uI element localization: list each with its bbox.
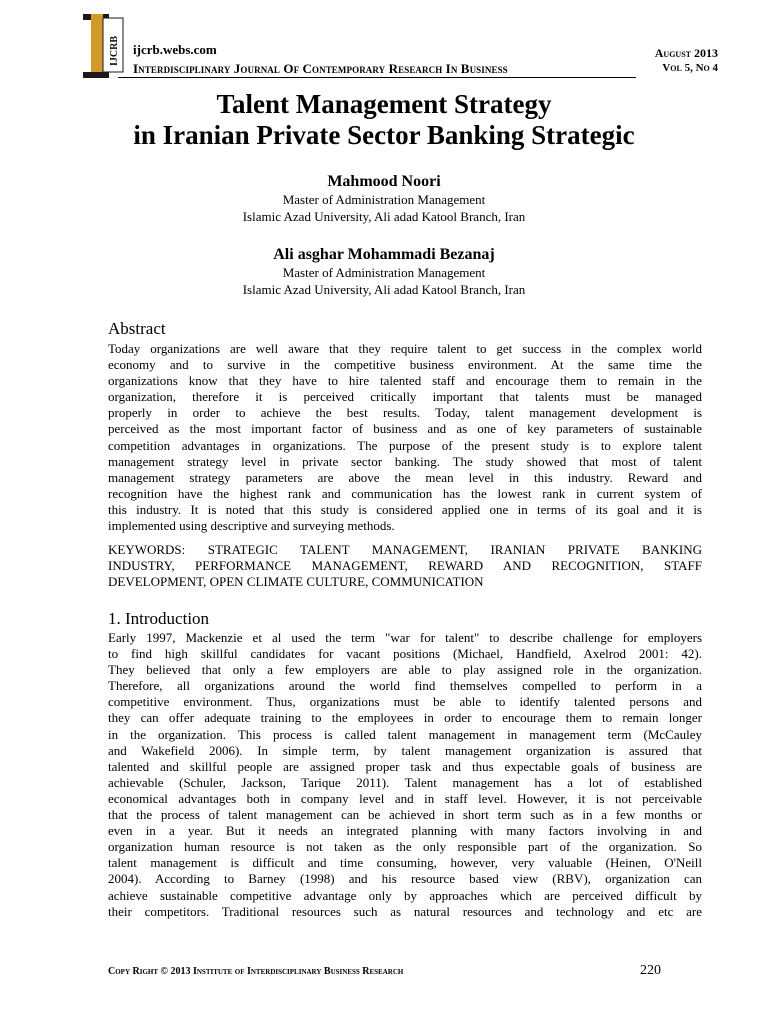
abstract-line: Today organizations are well aware that they require talent to get success in the complex world (108, 341, 702, 356)
abstract-line: recognition have the highest rank and communication has the lowest rank in current system of (108, 485, 702, 501)
keywords-line: DEVELOPMENT, OPEN CLIMATE CULTURE, COMMUNICATION (108, 574, 484, 590)
keywords-line: INDUSTRY, PERFORMANCE MANAGEMENT, REWARD AND RECOGNITION, STAFF (108, 558, 702, 574)
issue-date: August 2013 (654, 46, 718, 60)
abstract-line: implemented using descriptive and surveying methods. (108, 518, 395, 534)
introduction-line: Therefore, all organizations around the world find themselves compelled to perform in a (108, 678, 702, 694)
header-rule (118, 77, 636, 78)
introduction-line: Early 1997, Mackenzie et al used the term "war for talent" to describe challenge for employers (108, 630, 702, 645)
introduction-line: talent management is difficult and time consuming, however, very valuable (Heinen, O'Neill (108, 855, 702, 871)
author-degree: Master of Administration Management (282, 192, 486, 207)
issue-volume: Vol 5, No 4 (662, 62, 718, 74)
keywords-line: KEYWORDS: STRATEGIC TALENT MANAGEMENT, IRANIAN PRIVATE BANKING (108, 542, 702, 557)
introduction-line: economical advantages both in company level and in staff level. However, it is not perceivable (108, 790, 702, 806)
page-number: 220 (640, 963, 661, 978)
introduction-line: achieve sustainable competitive advantage only by approaches which are perceived difficult by (108, 887, 702, 903)
introduction-line: organization human resource is not taken as the only responsible part of the organization. So (108, 839, 702, 855)
introduction-line: and Wakefield 2006). In simple term, by talent management organization is assured that (108, 742, 702, 758)
author-institution: Islamic Azad University, Ali adad Katool Branch, Iran (242, 282, 526, 297)
logo-graphic (77, 14, 129, 78)
journal-logo (77, 14, 129, 78)
abstract-body (108, 341, 702, 534)
paper-title-line-2: in Iranian Private Sector Banking Strategic (133, 120, 635, 150)
introduction-line: to find high skillful candidates for vacant positions (Michael, Handfield, Axelrod 2001: 42). (108, 646, 702, 662)
introduction-line: even in a year. But it needs an integrated planning with many factors involving in and (108, 823, 702, 839)
logo-text: IJCRB (109, 35, 120, 66)
keywords (108, 542, 702, 591)
introduction-line: 2004). According to Barney (1998) and his resource based view (RBV), organization can (108, 871, 702, 887)
abstract-heading: Abstract (108, 319, 166, 338)
introduction-line: in the organization. This process is called talent management in management term (McCauley (108, 726, 702, 742)
author-name: Ali asghar Mohammadi Bezanaj (273, 246, 495, 263)
introduction-heading: 1. Introduction (108, 609, 210, 628)
author-institution: Islamic Azad University, Ali adad Katool Branch, Iran (242, 209, 526, 224)
abstract-line: this industry. It is noted that this study is considered applied one in terms of its goal and it is (108, 501, 702, 517)
abstract-line: competition advantages in organizations. The purpose of the present study is to explore talent (108, 437, 702, 453)
introduction-line: talented and skillful people are assigned proper task and thus expectable goals of business are (108, 758, 702, 774)
abstract-line: properly in order to achieve the best results. Today, talent management development is (108, 405, 702, 421)
introduction-line: achievable (Schuler, Jackson, Tarique 2011). Talent management has a lot of established (108, 774, 702, 790)
introduction-line: their competitors. Traditional resources such as natural resources and technology and etc are (108, 903, 702, 919)
abstract-line: management strategy level in private sector banking. The study showed that most of talent (108, 453, 702, 469)
abstract-line: organization, therefore it is perceived critically important that talents must be managed (108, 389, 702, 405)
abstract-line: management strategy parameters are above the mean level in this industry. Reward and (108, 469, 702, 485)
journal-name: Interdisciplinary Journal Of Contemporary Research In Business (133, 61, 508, 76)
abstract-line: perceived as the most important factor of business and as one of key parameters of sustainable (108, 421, 702, 437)
introduction-line: they can offer adequate training to the employees in order to encourage them to remain longer (108, 710, 702, 726)
author-degree: Master of Administration Management (282, 265, 486, 280)
introduction-line: They believed that only a few employers are able to play assigned role in the organization. (108, 662, 702, 678)
introduction-line: that the process of talent management can be achieved in short term such as in a few months or (108, 807, 702, 823)
abstract-line: economy and to survive in the competitive business environment. At the same time the (108, 357, 702, 373)
introduction-line: competitive environment. Thus, organizations must be able to identify talented persons and (108, 694, 702, 710)
introduction-body (108, 630, 702, 920)
author-name: Mahmood Noori (327, 173, 441, 190)
copyright-notice: Copy Right © 2013 Institute of Interdisciplinary Business Research (108, 966, 404, 977)
abstract-line: organizations know that they have to hire talented staff and encourage them to remain in the (108, 373, 702, 389)
paper-title-line-1: Talent Management Strategy (216, 89, 552, 119)
site-url[interactable]: ijcrb.webs.com (133, 42, 217, 57)
